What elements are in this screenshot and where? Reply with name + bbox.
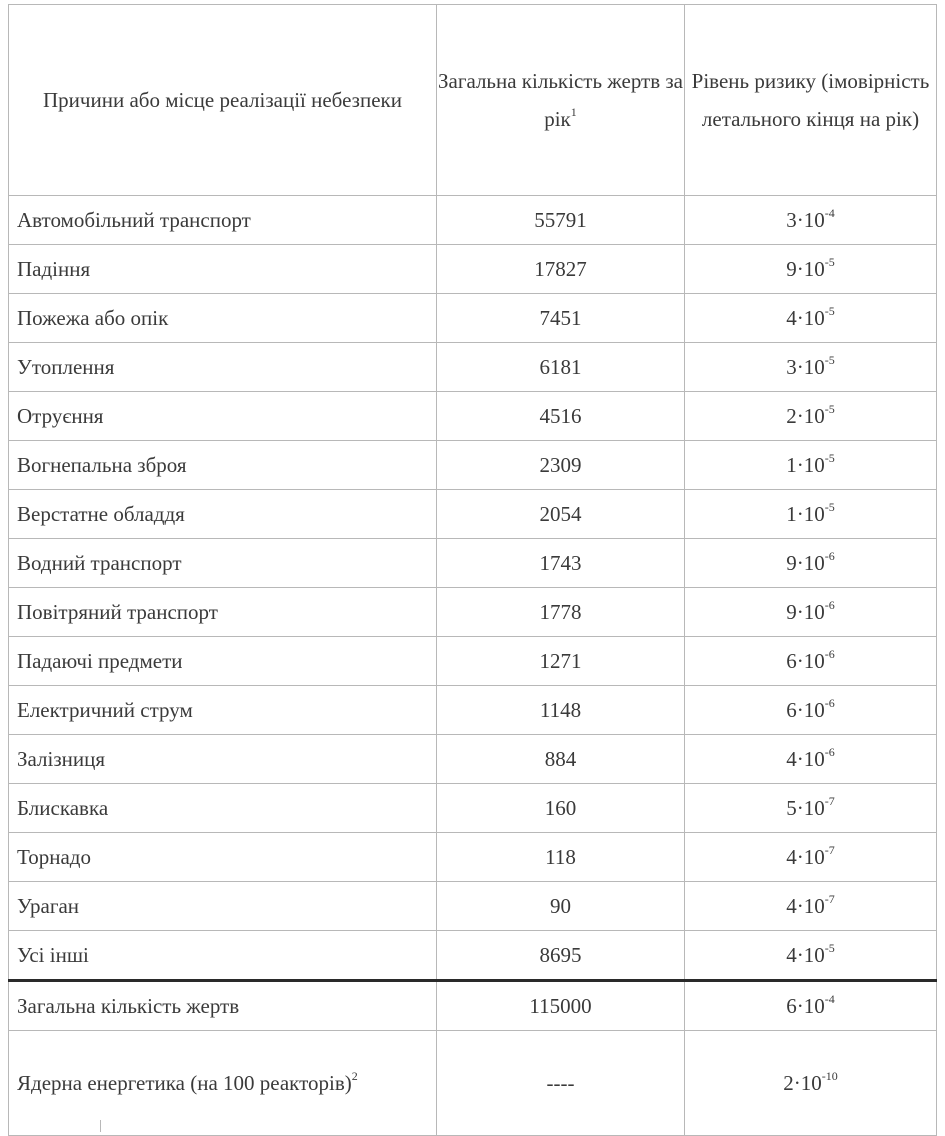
risk-cell [685,833,937,882]
cause-cell [9,539,437,588]
risk-mantissa: 5·10 [786,796,825,820]
risk-mantissa: 9·10 [786,257,825,281]
victims-cell [437,196,685,245]
victims-value: 1271 [539,649,582,673]
risk-cell [685,784,937,833]
risk-exponent: -5 [824,304,835,318]
risk-value [786,747,835,771]
cause-cell [9,637,437,686]
cause-text: Торнадо [17,845,91,869]
table-body [9,196,937,1136]
risk-cell [685,490,937,539]
risk-value [786,502,835,526]
header-cause-text: Причини або місце реалізації небезпеки [43,88,402,112]
total-row [9,981,937,1031]
table-row [9,343,937,392]
victims-cell [437,245,685,294]
victims-value: 90 [550,894,571,918]
cause-text: Падіння [17,257,91,281]
victims-value: 118 [545,845,576,869]
table-row [9,392,937,441]
cause-text: Отруєння [17,404,104,428]
cause-text: Блискавка [17,796,109,820]
victims-cell [437,343,685,392]
risk-cell [685,539,937,588]
cause-text: Усі інші [17,943,89,967]
total-risk-exponent: -4 [824,992,835,1006]
total-risk-mantissa: 6·10 [786,994,825,1018]
risk-cell [685,588,937,637]
cause-cell [9,441,437,490]
victims-value: 55791 [534,208,587,232]
cause-cell [9,882,437,931]
total-cause-text: Загальна кількість жертв [17,994,240,1018]
cause-text: Автомобільний транспорт [17,208,251,232]
risk-mantissa: 1·10 [786,502,825,526]
nuclear-row [9,1031,937,1136]
risk-mantissa: 9·10 [786,551,825,575]
table-row [9,686,937,735]
risk-exponent: -6 [824,745,835,759]
risk-value [786,208,835,232]
victims-cell [437,931,685,981]
nuclear-footnote: 2 [351,1069,358,1083]
risk-value [786,257,835,281]
victims-value: 1148 [539,698,582,722]
risk-cell [685,343,937,392]
risk-exponent: -6 [824,696,835,710]
victims-value: 2054 [539,502,582,526]
risk-mantissa: 6·10 [786,698,825,722]
risk-cell [685,686,937,735]
cause-text: Верстатне обладдя [17,502,185,526]
victims-cell [437,441,685,490]
cause-cell [9,245,437,294]
nuclear-cause-text: Ядерна енергетика (на 100 реакторів) [17,1071,352,1095]
nuclear-risk-cell [685,1031,937,1136]
header-victims-text: Загальна кількість жертв за рік [437,69,684,131]
risk-exponent: -5 [824,255,835,269]
cause-cell [9,343,437,392]
total-risk-cell [685,981,937,1031]
risk-mantissa: 4·10 [786,894,825,918]
header-risk-text: Рівень ризику (імовірність летального кінця на рік) [691,69,930,131]
total-victims-value: 115000 [529,994,592,1018]
cause-text: Повітряний транспорт [17,600,218,624]
header-victims-footnote: 1 [570,105,577,119]
table-row [9,539,937,588]
risk-exponent: -5 [824,402,835,416]
risk-value [786,453,835,477]
risk-exponent: -6 [824,647,835,661]
risk-exponent: -5 [824,451,835,465]
cause-cell [9,833,437,882]
cause-text: Утоплення [17,355,115,379]
risk-exponent: -5 [824,353,835,367]
table-row [9,490,937,539]
risk-value [786,845,835,869]
victims-cell [437,784,685,833]
risk-mantissa: 4·10 [786,306,825,330]
victims-cell [437,686,685,735]
cause-text: Електричний струм [17,698,193,722]
risk-value [786,551,835,575]
risk-mantissa: 4·10 [786,845,825,869]
victims-value: 7451 [539,306,582,330]
risk-cell [685,882,937,931]
table-row [9,882,937,931]
victims-value: 884 [544,747,577,771]
nuclear-victims-value: ---- [546,1071,575,1095]
nuclear-victims-cell [437,1031,685,1136]
cause-text: Залізниця [17,747,106,771]
cause-text: Ураган [17,894,80,918]
cause-text: Падаючі предмети [17,649,183,673]
risk-exponent: -5 [824,500,835,514]
victims-value: 6181 [539,355,582,379]
victims-cell [437,882,685,931]
victims-cell [437,490,685,539]
table-row [9,245,937,294]
risk-value [786,404,835,428]
victims-value: 160 [544,796,577,820]
victims-cell [437,735,685,784]
risk-mantissa: 2·10 [786,404,825,428]
table-row [9,196,937,245]
header-row [9,5,937,196]
cause-cell [9,294,437,343]
victims-cell [437,294,685,343]
risk-value [786,306,835,330]
risk-table [8,4,937,1136]
risk-exponent: -6 [824,598,835,612]
cause-text: Водний транспорт [17,551,182,575]
victims-cell [437,392,685,441]
footer-tick-mark [100,1120,101,1132]
victims-cell [437,539,685,588]
cause-cell [9,588,437,637]
victims-value: 2309 [539,453,582,477]
risk-exponent: -7 [824,843,835,857]
risk-value [786,355,835,379]
nuclear-cause-cell [9,1031,437,1136]
victims-value: 4516 [539,404,582,428]
victims-value: 8695 [539,943,582,967]
cause-cell [9,931,437,981]
risk-mantissa: 9·10 [786,600,825,624]
total-victims-cell [437,981,685,1031]
risk-mantissa: 4·10 [786,943,825,967]
cause-cell [9,784,437,833]
risk-value [786,796,835,820]
victims-value: 1743 [539,551,582,575]
risk-cell [685,245,937,294]
nuclear-risk-exponent: -10 [821,1069,838,1083]
risk-exponent: -6 [824,549,835,563]
risk-exponent: -4 [824,206,835,220]
risk-mantissa: 6·10 [786,649,825,673]
victims-value: 17827 [534,257,587,281]
cause-cell [9,392,437,441]
victims-cell [437,833,685,882]
cause-cell [9,490,437,539]
header-cause [9,5,437,196]
risk-exponent: -7 [824,794,835,808]
risk-value [786,698,835,722]
nuclear-risk-mantissa: 2·10 [783,1071,822,1095]
cause-cell [9,686,437,735]
risk-value [786,894,835,918]
risk-exponent: -7 [824,892,835,906]
risk-value [786,600,835,624]
risk-value [786,943,835,967]
header-victims [437,5,685,196]
total-risk-value [786,994,835,1018]
victims-cell [437,588,685,637]
table-row [9,931,937,981]
risk-cell [685,441,937,490]
risk-value [786,649,835,673]
risk-mantissa: 4·10 [786,747,825,771]
risk-cell [685,392,937,441]
risk-cell [685,931,937,981]
risk-cell [685,637,937,686]
cause-cell [9,735,437,784]
header-risk [685,5,937,196]
cause-cell [9,196,437,245]
table-row [9,784,937,833]
total-cause-cell [9,981,437,1031]
table-row [9,735,937,784]
risk-exponent: -5 [824,941,835,955]
table-row [9,637,937,686]
risk-mantissa: 3·10 [786,355,825,379]
table-row [9,441,937,490]
table-row [9,588,937,637]
table-row [9,833,937,882]
risk-cell [685,196,937,245]
nuclear-risk-value [783,1063,838,1103]
victims-cell [437,637,685,686]
cause-text: Пожежа або опік [17,306,169,330]
risk-mantissa: 3·10 [786,208,825,232]
risk-mantissa: 1·10 [786,453,825,477]
table-row [9,294,937,343]
cause-text: Вогнепальна зброя [17,453,187,477]
risk-cell [685,735,937,784]
victims-value: 1778 [539,600,582,624]
risk-cell [685,294,937,343]
